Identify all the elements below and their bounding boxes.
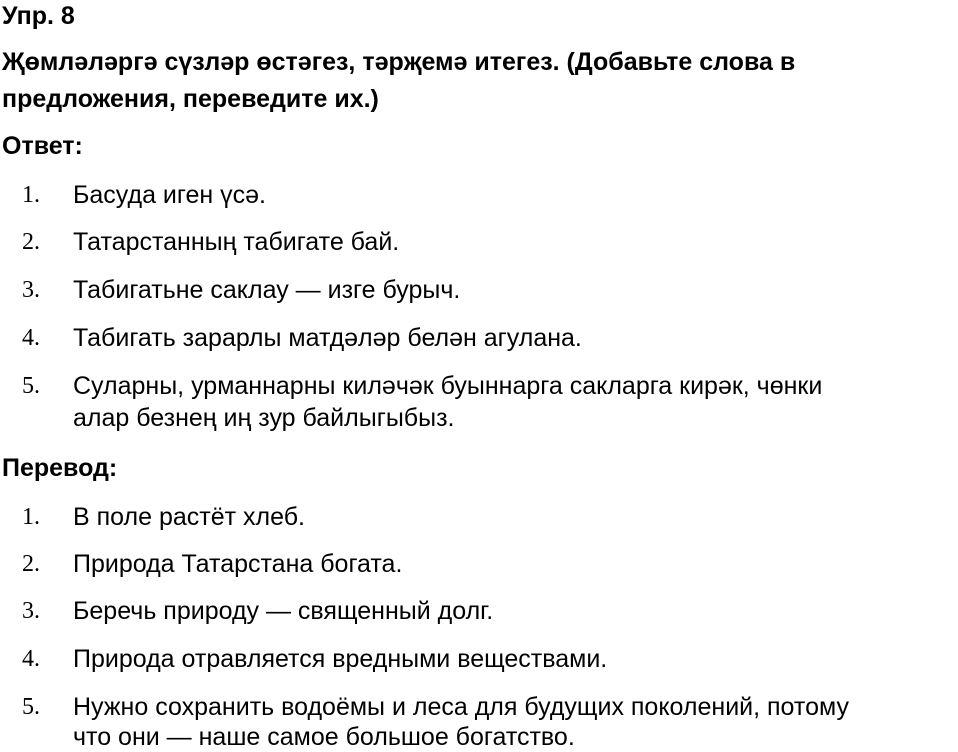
list-number: 3. [22, 598, 40, 624]
task-instruction-line-1: Җөмләләргә сүзләр өстәгез, тәрҗемә итегез. (Добавьте слова в [2, 48, 796, 76]
list-number: 5. [22, 373, 40, 399]
translation-text: Природа отравляется вредными веществами. [73, 645, 608, 673]
answer-text: Табигать зарарлы матдәләр белән агулана. [73, 324, 582, 352]
list-number: 2. [22, 551, 40, 577]
list-number: 5. [22, 694, 40, 720]
translation-text: Беречь природу — священный долг. [73, 597, 494, 625]
answer-text: Басуда иген үсә. [73, 181, 266, 209]
translation-text-continuation: что они — наше самое большое богатство. [73, 723, 575, 751]
list-number: 4. [22, 646, 40, 672]
list-number: 1. [22, 182, 40, 208]
answer-text: Суларны, урманнарны киләчәк буыннарга сакларга кирәк, чөнки [73, 372, 823, 400]
list-number: 2. [22, 229, 40, 255]
translation-text: Нужно сохранить водоёмы и леса для будущих поколений, потому [73, 693, 849, 721]
translation-heading: Перевод: [2, 454, 118, 482]
answer-text: Татарстанның табигате бай. [73, 228, 400, 256]
exercise-title: Упр. 8 [2, 2, 75, 30]
list-number: 4. [22, 325, 40, 351]
answer-text: Табигатьне саклау — изге бурыч. [73, 276, 461, 304]
translation-text: В поле растёт хлеб. [73, 503, 305, 531]
answer-text-continuation: алар безнең иң зур байлыгыбыз. [73, 404, 455, 432]
translation-text: Природа Татарстана богата. [73, 550, 403, 578]
task-instruction-line-2: предложения, переведите их.) [2, 85, 379, 113]
list-number: 1. [22, 504, 40, 530]
answer-heading: Ответ: [2, 132, 83, 160]
list-number: 3. [22, 277, 40, 303]
